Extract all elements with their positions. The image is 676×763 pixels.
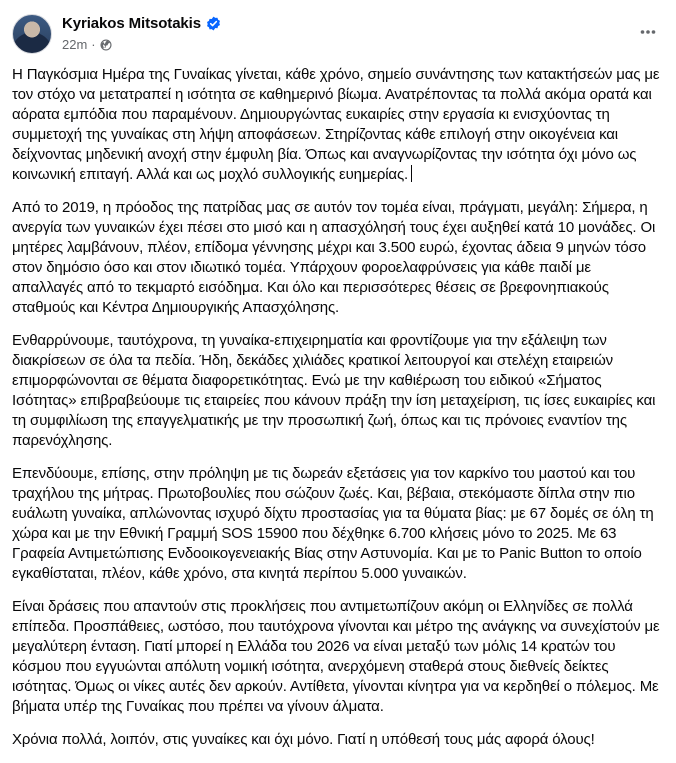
post-paragraph: Από το 2019, η πρόοδος της πατρίδας μας σε αυτόν τον τομέα είναι, πράγματι, μεγάλη: Σήμερα, η ανεργία των γυναικών έχει πέσει στο μισό και η απασχόλησή τους έχει αυξηθεί κατά 10 μονάδες. Οι μητέρες λαμβάνουν, πλέον, επίδομα γέννησης μέχρι και 3.500 ευρώ, έχοντας άδεια 9 μηνών τόσο στον δημόσιο όσο και στον ιδιωτικό τομέα. Υπάρχουν φοροελαφρύνσεις για κάθε παιδί με απαλλαγές από το τεκμαρτό εισόδημα. Και όλο και περισσότερες θέσεις σε βρεφονηπιακούς σταθμούς και Κέντρα Δημιουργικής Απασχόλησης.: [12, 199, 656, 316]
avatar[interactable]: [12, 14, 52, 54]
more-options-button[interactable]: [632, 16, 664, 48]
text-cursor: [411, 165, 412, 182]
meta-separator: ·: [91, 37, 96, 52]
post-timestamp[interactable]: 22m: [62, 37, 88, 52]
post-paragraph: Ενθαρρύνουμε, ταυτόχρονα, τη γυναίκα-επιχειρηματία και φροντίζουμε για την εξάλειψη των διακρίσεων σε όλα τα πεδία. Ήδη, δεκάδες χιλιάδες κρατικοί λειτουργοί και στελέχη εταιρειών επιμορφώνονται σε θέματα διαφορετικότητας. Ενώ με την καθιέρωση του ειδικού «Σήματος Ισότητας» επιβραβεύουμε τις εταιρείες που κάνουν πράξη την ίση μεταχείριση, τις ίσες ευκαιρίες και τη συμφιλίωση της επαγγελματικής με την προσωπική ζωή, όπως και τις πρόνοιες εναντίον της παρενόχλησης.: [12, 332, 656, 449]
more-horizontal-icon: [638, 22, 658, 42]
paragraph-text: Η Παγκόσμια Ημέρα της Γυναίκας γίνεται, κάθε χρόνο, σημείο συνάντησης των κατακτήσεών μας με τον στόχο να μετατραπεί η ισότητα σε καθημερινό βίωμα. Ανατρέποντας τα πολλά ακόμα ορατά και αόρατα εμπόδια που παραμένουν. Δημιουργώντας ευκαιρίες στην εργασία κι ενισχύοντας τη συμμετοχή της γυναίκας στη λήψη αποφάσεων. Στηρίζοντας κάθε επιλογή στην οικογένεια και δείχνοντας μηδενική ανοχή στην έμφυλη βία. Όπως και αναγνωρίζοντας την ισότητα όχι μόνο ως κοινωνική επιταγή. Αλλά και ως μοχλό συλλογικής ευημερίας.: [12, 66, 660, 183]
post-paragraph: Επενδύουμε, επίσης, στην πρόληψη με τις δωρεάν εξετάσεις για τον καρκίνο του μαστού και του τραχήλου της μήτρας. Πρωτοβουλίες που σώζουν ζωές. Και, βέβαια, στεκόμαστε δίπλα στην πιο ευάλωτη γυναίκα, απλώνοντας ισχυρό δίχτυ προστασίας για τα θύματα βίας: με 67 δομές σε όλη τη χώρα και με την Εθνική Γραμμή SOS 15900 που δέχθηκε 6.700 κλήσεις μόνο το 2025. Με 63 Γραφεία Αντιμετώπισης Ενδοοικογενειακής Βίας στην Αστυνομία. Και με το Panic Button το οποίο εγκαθίσταται, πλέον, κάθε χρόνο, στα κινητά περίπου 5.000 γυναικών.: [12, 465, 654, 582]
post-meta: [62, 37, 112, 52]
post-header: [12, 12, 664, 56]
globe-icon[interactable]: [100, 39, 112, 51]
post-paragraph: [12, 65, 660, 185]
post-paragraph: Χρόνια πολλά, λοιπόν, στις γυναίκες και όχι μόνο. Γιατί η υπόθεσή τους μάς αφορά όλους!: [12, 731, 595, 748]
author-row: [62, 15, 221, 32]
author-name[interactable]: Kyriakos Mitsotakis: [62, 15, 201, 32]
post-paragraph: Είναι δράσεις που απαντούν στις προκλήσεις που αντιμετωπίζουν ακόμη οι Ελληνίδες σε πολλά επίπεδα. Προσπάθειες, ωστόσο, που ταυτόχρονα γίνονται και μέτρο της ανάγκης να συνεχίστούν με μεγαλύτερη ένταση. Γιατί μπορεί η Ελλάδα του 2026 να είναι μεταξύ των μόλις 14 κρατών του κόσμου που εγγυώνται απόλυτη νομική ισότητα, ανερχόμενη σταθερά στους διεθνείς δείκτες ισότητας. Όμως οι νίκες αυτές δεν αρκούν. Αντίθετα, γίνονται κίνητρα για να κερδηθεί ο πόλεμος. Με βήματα υπέρ της Γυναίκας που πρέπει να γίνουν άλματα.: [12, 598, 660, 715]
verified-badge-icon: [206, 16, 221, 31]
post-text: [12, 65, 660, 763]
